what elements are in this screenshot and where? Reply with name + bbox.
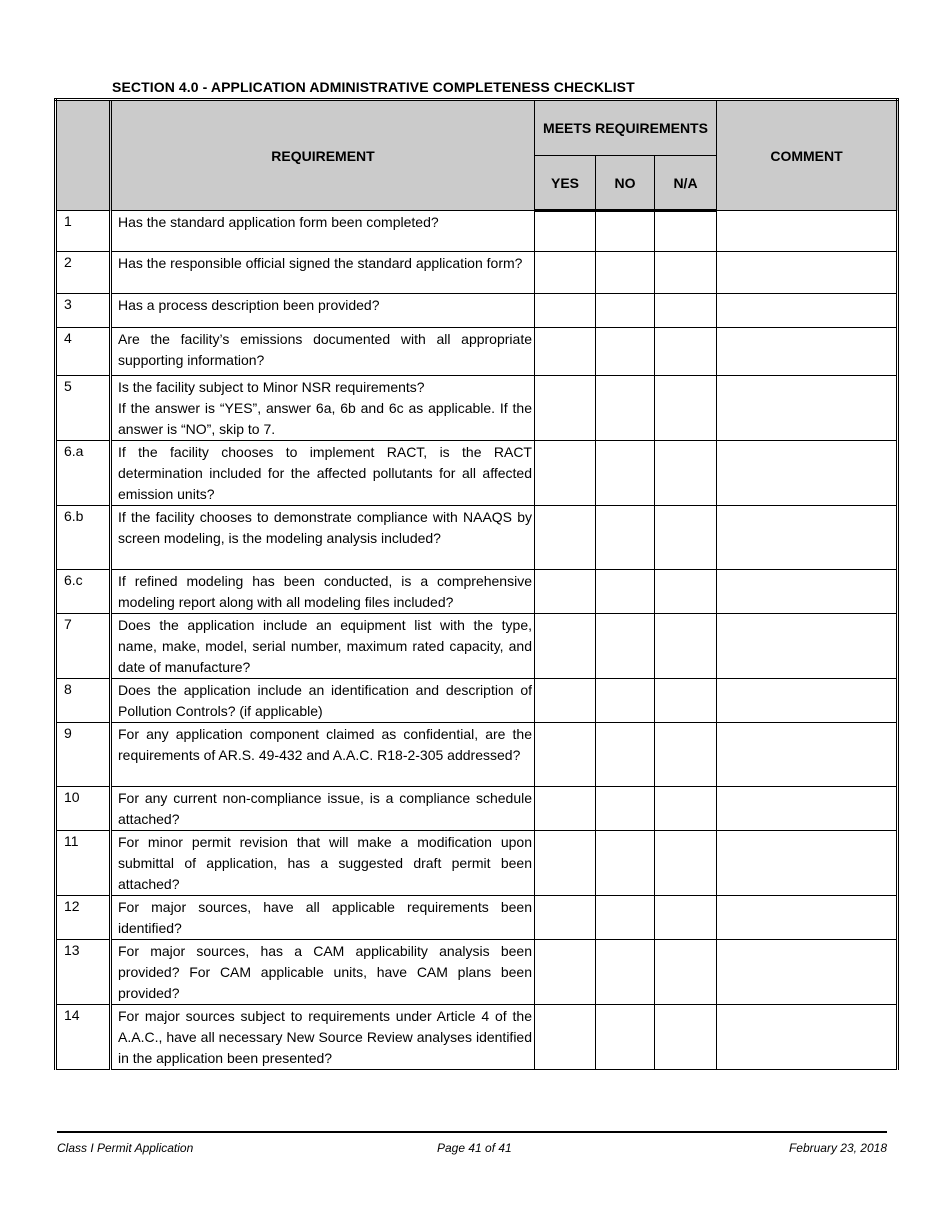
comment-cell[interactable] <box>717 940 898 1005</box>
yes-cell[interactable] <box>535 441 596 506</box>
requirement-text: For any current non-compliance issue, is a compliance schedule attached? <box>111 787 535 831</box>
checklist-table <box>54 98 899 1070</box>
yes-cell[interactable] <box>535 787 596 831</box>
requirement-line: Is the facility subject to Minor NSR requirements? <box>118 379 425 395</box>
no-cell[interactable] <box>596 896 655 940</box>
table-row <box>56 614 898 679</box>
row-number: 6.a <box>56 441 111 506</box>
table-row <box>56 441 898 506</box>
comment-cell[interactable] <box>717 831 898 896</box>
no-cell[interactable] <box>596 679 655 723</box>
na-cell[interactable] <box>655 1005 717 1070</box>
row-number: 13 <box>56 940 111 1005</box>
comment-cell[interactable] <box>717 570 898 614</box>
no-cell[interactable] <box>596 441 655 506</box>
header-comment: COMMENT <box>717 100 898 211</box>
row-number: 5 <box>56 376 111 441</box>
row-number: 2 <box>56 252 111 294</box>
no-cell[interactable] <box>596 506 655 570</box>
table-row <box>56 570 898 614</box>
yes-cell[interactable] <box>535 570 596 614</box>
section-title: SECTION 4.0 - APPLICATION ADMINISTRATIVE COMPLETENESS CHECKLIST <box>112 79 635 95</box>
footer-date: February 23, 2018 <box>788 1141 887 1155</box>
comment-cell[interactable] <box>717 896 898 940</box>
row-number: 6.c <box>56 570 111 614</box>
no-cell[interactable] <box>596 614 655 679</box>
no-cell[interactable] <box>596 294 655 328</box>
row-number: 14 <box>56 1005 111 1070</box>
header-no: NO <box>596 156 655 211</box>
na-cell[interactable] <box>655 294 717 328</box>
footer-divider <box>57 1131 887 1133</box>
table-row <box>56 787 898 831</box>
comment-cell[interactable] <box>717 376 898 441</box>
yes-cell[interactable] <box>535 252 596 294</box>
comment-cell[interactable] <box>717 723 898 787</box>
table-row <box>56 506 898 570</box>
table-row <box>56 723 898 787</box>
na-cell[interactable] <box>655 328 717 376</box>
na-cell[interactable] <box>655 896 717 940</box>
na-cell[interactable] <box>655 679 717 723</box>
no-cell[interactable] <box>596 1005 655 1070</box>
yes-cell[interactable] <box>535 328 596 376</box>
na-cell[interactable] <box>655 441 717 506</box>
requirement-text: If refined modeling has been conducted, is a comprehensive modeling report along with all modeling files included? <box>111 570 535 614</box>
comment-cell[interactable] <box>717 211 898 252</box>
na-cell[interactable] <box>655 723 717 787</box>
row-number: 12 <box>56 896 111 940</box>
na-cell[interactable] <box>655 252 717 294</box>
na-cell[interactable] <box>655 787 717 831</box>
requirement-text: If the facility chooses to implement RACT, is the RACT determination included for the affected pollutants for all affected emission units? <box>111 441 535 506</box>
row-number: 10 <box>56 787 111 831</box>
no-cell[interactable] <box>596 252 655 294</box>
header-number <box>56 100 111 211</box>
na-cell[interactable] <box>655 211 717 252</box>
no-cell[interactable] <box>596 831 655 896</box>
yes-cell[interactable] <box>535 679 596 723</box>
table-row <box>56 211 898 252</box>
requirement-text: Has a process description been provided? <box>111 294 535 328</box>
no-cell[interactable] <box>596 723 655 787</box>
yes-cell[interactable] <box>535 831 596 896</box>
header-meets-requirements: MEETS REQUIREMENTS <box>535 100 717 156</box>
table-row <box>56 328 898 376</box>
yes-cell[interactable] <box>535 723 596 787</box>
table-row <box>56 294 898 328</box>
yes-cell[interactable] <box>535 294 596 328</box>
comment-cell[interactable] <box>717 252 898 294</box>
requirement-text: For major sources, has a CAM applicability analysis been provided? For CAM applicable units, have CAM plans been provided? <box>111 940 535 1005</box>
header-na: N/A <box>655 156 717 211</box>
no-cell[interactable] <box>596 570 655 614</box>
comment-cell[interactable] <box>717 328 898 376</box>
header-requirement: REQUIREMENT <box>111 100 535 211</box>
na-cell[interactable] <box>655 506 717 570</box>
na-cell[interactable] <box>655 940 717 1005</box>
table-row <box>56 831 898 896</box>
na-cell[interactable] <box>655 376 717 441</box>
requirement-text <box>111 376 535 441</box>
requirement-text: If the facility chooses to demonstrate compliance with NAAQS by screen modeling, is the modeling analysis included? <box>111 506 535 570</box>
row-number: 11 <box>56 831 111 896</box>
requirement-text: For major sources subject to requirements under Article 4 of the A.A.C., have all necessary New Source Review analyses identified in the application been presented? <box>111 1005 535 1070</box>
no-cell[interactable] <box>596 376 655 441</box>
table-row <box>56 679 898 723</box>
requirement-text: Has the standard application form been completed? <box>111 211 535 252</box>
comment-cell[interactable] <box>717 614 898 679</box>
na-cell[interactable] <box>655 831 717 896</box>
requirement-text: For minor permit revision that will make a modification upon submittal of application, has a suggested draft permit been attached? <box>111 831 535 896</box>
row-number: 4 <box>56 328 111 376</box>
comment-cell[interactable] <box>717 506 898 570</box>
requirement-text: For major sources, have all applicable requirements been identified? <box>111 896 535 940</box>
no-cell[interactable] <box>596 211 655 252</box>
yes-cell[interactable] <box>535 896 596 940</box>
row-number: 9 <box>56 723 111 787</box>
no-cell[interactable] <box>596 787 655 831</box>
yes-cell[interactable] <box>535 940 596 1005</box>
footer-document-title: Class I Permit Application <box>57 1141 194 1155</box>
requirement-text: Are the facility’s emissions documented with all appropriate supporting information? <box>111 328 535 376</box>
no-cell[interactable] <box>596 328 655 376</box>
header-yes: YES <box>535 156 596 211</box>
comment-cell[interactable] <box>717 1005 898 1070</box>
requirement-text: For any application component claimed as confidential, are the requirements of AR.S. 49-432 and A.A.C. R18-2-305 addressed? <box>111 723 535 787</box>
requirement-text: Does the application include an identification and description of Pollution Controls? (if applicable) <box>111 679 535 723</box>
na-cell[interactable] <box>655 570 717 614</box>
row-number: 1 <box>56 211 111 252</box>
comment-cell[interactable] <box>717 679 898 723</box>
yes-cell[interactable] <box>535 506 596 570</box>
row-number: 8 <box>56 679 111 723</box>
requirement-note: If the answer is “YES”, answer 6a, 6b and 6c as applicable. If the answer is “NO”, skip to 7. <box>118 400 532 437</box>
footer-page-number: Page 41 of 41 <box>437 1141 512 1155</box>
comment-cell[interactable] <box>717 787 898 831</box>
comment-cell[interactable] <box>717 294 898 328</box>
requirement-text: Does the application include an equipment list with the type, name, make, model, serial number, maximum rated capacity, and date of manufacture? <box>111 614 535 679</box>
requirement-text: Has the responsible official signed the standard application form? <box>111 252 535 294</box>
row-number: 3 <box>56 294 111 328</box>
table-row <box>56 1005 898 1070</box>
row-number: 7 <box>56 614 111 679</box>
table-row <box>56 252 898 294</box>
comment-cell[interactable] <box>717 441 898 506</box>
table-row <box>56 896 898 940</box>
yes-cell[interactable] <box>535 376 596 441</box>
row-number: 6.b <box>56 506 111 570</box>
yes-cell[interactable] <box>535 614 596 679</box>
table-row <box>56 940 898 1005</box>
no-cell[interactable] <box>596 940 655 1005</box>
yes-cell[interactable] <box>535 211 596 252</box>
yes-cell[interactable] <box>535 1005 596 1070</box>
na-cell[interactable] <box>655 614 717 679</box>
table-row <box>56 376 898 441</box>
